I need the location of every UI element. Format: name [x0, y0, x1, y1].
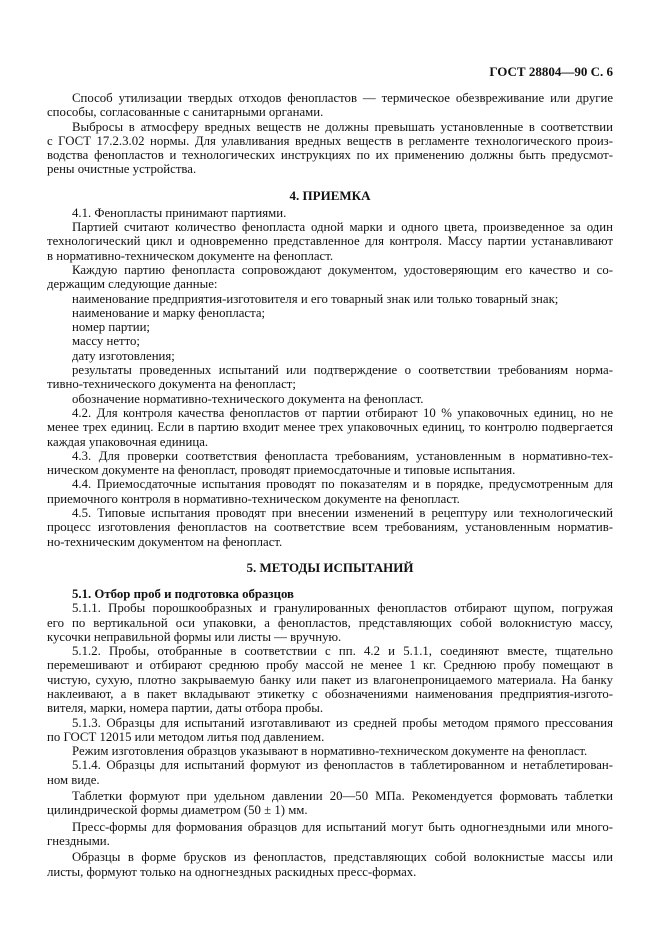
text-line: наклеивают, а в пакет вкладывают этикетку с обозначениями наименования предприятия-изгото- [47, 686, 613, 701]
text-line: Каждую партию фенопласта сопровождают документом, удостоверяющим его качество и со- [72, 262, 613, 277]
text-line: каждая упаковочная единица. [47, 434, 209, 449]
paragraph [47, 363, 613, 392]
paragraph [47, 320, 613, 334]
paragraph [47, 120, 613, 177]
text-line: ном виде. [47, 772, 100, 787]
paragraph [47, 334, 613, 348]
text-line: гнездными. [47, 833, 110, 848]
page-header: ГОСТ 28804—90 С. 6 [489, 64, 613, 79]
document-body [47, 91, 613, 879]
text-line: наименование предприятия-изготовителя и его товарный знак или только товарный знак; [72, 291, 559, 306]
text-line: листы, формуют только на одногнездных раскидных пресс-формах. [47, 864, 417, 879]
paragraph [47, 449, 613, 478]
text-line: процесс изготовления фенопластов на соответствие всем требованиям, установленным норматив- [47, 520, 613, 535]
text-line: Партией считают количество фенопласта одной марки и одного цвета, произведенное за один [72, 220, 613, 235]
section-heading: 4. ПРИЕМКА [289, 187, 371, 203]
text-line: 5.1.2. Пробы, отобранные в соответствии с пп. 4.2 и 5.1.1, соединяют вместе, тщательно [72, 644, 613, 659]
text-line: способы, согласованные с санитарными органами. [47, 105, 324, 120]
text-line: цилиндрической формы диаметром (50 ± 1) мм. [47, 803, 308, 818]
paragraph [47, 477, 613, 506]
paragraph [47, 601, 613, 644]
text-line: кусочки неправильной формы или листы — вручную. [47, 629, 342, 644]
paragraph [47, 292, 613, 306]
text-line: 5.1.3. Образцы для испытаний изготавливают из средней пробы методом прямого прессования [72, 715, 613, 730]
paragraph [47, 91, 613, 120]
text-line: дату изготовления; [72, 348, 175, 363]
text-line: наименование и марку фенопласта; [72, 305, 266, 320]
text-line: приемочного контроля в нормативно-техническом документе на фенопласт. [47, 491, 460, 506]
text-line: 5.1.1. Пробы порошкообразных и гранулированных фенопластов отбирают щупом, погружая [72, 601, 613, 616]
paragraph [47, 789, 613, 818]
text-line: его по вертикальной оси упаковки, а фенопластов, представляющих собой волокнистую массу, [47, 615, 613, 630]
text-line: 4.3. Для проверки соответствия фенопласта требованиям, установленным в нормативно-тех- [72, 448, 613, 463]
paragraph [47, 850, 613, 879]
text-line: с ГОСТ 17.2.3.02 нормы. Для улавливания вредных веществ в регламенте технологического произ- [47, 133, 613, 148]
text-line: менее трех единиц. Если в партию входит менее трех упаковочных единиц, то контролю подвергается [47, 420, 613, 435]
paragraph [47, 820, 613, 849]
paragraph [47, 744, 613, 758]
paragraph [47, 306, 613, 320]
text-line: результаты проведенных испытаний или подтверждение о соответствии требованиям норма- [72, 363, 613, 378]
text-line: вителя, марки, номера партии, даты отбора пробы. [47, 701, 324, 716]
text-line: Образцы в форме брусков из фенопластов, представляющих собой волокнистые массы или [72, 850, 613, 865]
text-line: технологический цикл и одновременно представленное для контроля. Массу партии устанавливают [47, 234, 613, 249]
paragraph [47, 506, 613, 549]
text-line: рены очистные устройства. [47, 162, 197, 177]
text-line: чистую, сухую, плотно закрываемую банку или пакет из влагонепроницаемого материала. На банку [47, 672, 613, 687]
text-line: 4.4. Приемосдаточные испытания проводят по показателям и в порядке, предусмотренным для [72, 477, 613, 492]
text-line: Выбросы в атмосферу вредных веществ не должны превышать установленные в соответствии [72, 119, 613, 134]
paragraph [47, 758, 613, 787]
text-line: перемешивают и отбирают среднюю пробу массой не менее 1 кг. Среднюю пробу помещают в [47, 658, 613, 673]
text-line: ническом документе на фенопласт, проводят приемосдаточные и типовые испытания. [47, 463, 516, 478]
text-line: номер партии; [72, 320, 150, 335]
text-line: Таблетки формуют при удельном давлении 20—50 МПа. Рекомендуется формовать таблетки [72, 789, 613, 804]
text-line: в нормативно-техническом документе на фенопласт. [47, 248, 334, 263]
paragraph [47, 349, 613, 363]
text-line: обозначение нормативно-технического документа на фенопласт. [72, 391, 424, 406]
text-line: водства фенопластов и технологических инструкциях по их применению должны быть предусмот- [47, 148, 613, 163]
text-line: 4.1. Фенопласты принимают партиями. [72, 205, 287, 220]
paragraph [47, 644, 613, 715]
paragraph [47, 716, 613, 745]
text-line: держащим следующие данные: [47, 277, 218, 292]
paragraph [47, 220, 613, 263]
paragraph [47, 263, 613, 292]
text-line: Пресс-формы для формования образцов для испытаний могут быть одногнездными или много- [72, 819, 613, 834]
text-line: 4.5. Типовые испытания проводят при внесении изменений в рецептуру или технологический [72, 506, 613, 521]
text-line: Способ утилизации твердых отходов фенопластов — термическое обезвреживание или другие [72, 91, 613, 105]
text-line: 5.1.4. Образцы для испытаний формуют из фенопластов в таблетированном и нетаблетирован- [72, 758, 613, 773]
text-line: массу нетто; [72, 334, 140, 349]
paragraph [47, 206, 613, 220]
paragraph [47, 392, 613, 406]
paragraph [47, 406, 613, 449]
text-line: но-техническим документом на фенопласт. [47, 534, 283, 549]
text-line: 4.2. Для контроля качества фенопластов от партии отбирают 10 % упаковочных единиц, но не [72, 405, 613, 420]
text-line: тивно-технического документа на фенопласт; [47, 377, 296, 392]
text-line: Режим изготовления образцов указывают в нормативно-техническом документе на фенопласт. [72, 744, 588, 759]
section-heading: 5. МЕТОДЫ ИСПЫТАНИЙ [246, 559, 414, 575]
text-line: по ГОСТ 12015 или методом литья под давлением. [47, 729, 325, 744]
subsection-heading: 5.1. Отбор проб и подготовка образцов [72, 586, 294, 601]
